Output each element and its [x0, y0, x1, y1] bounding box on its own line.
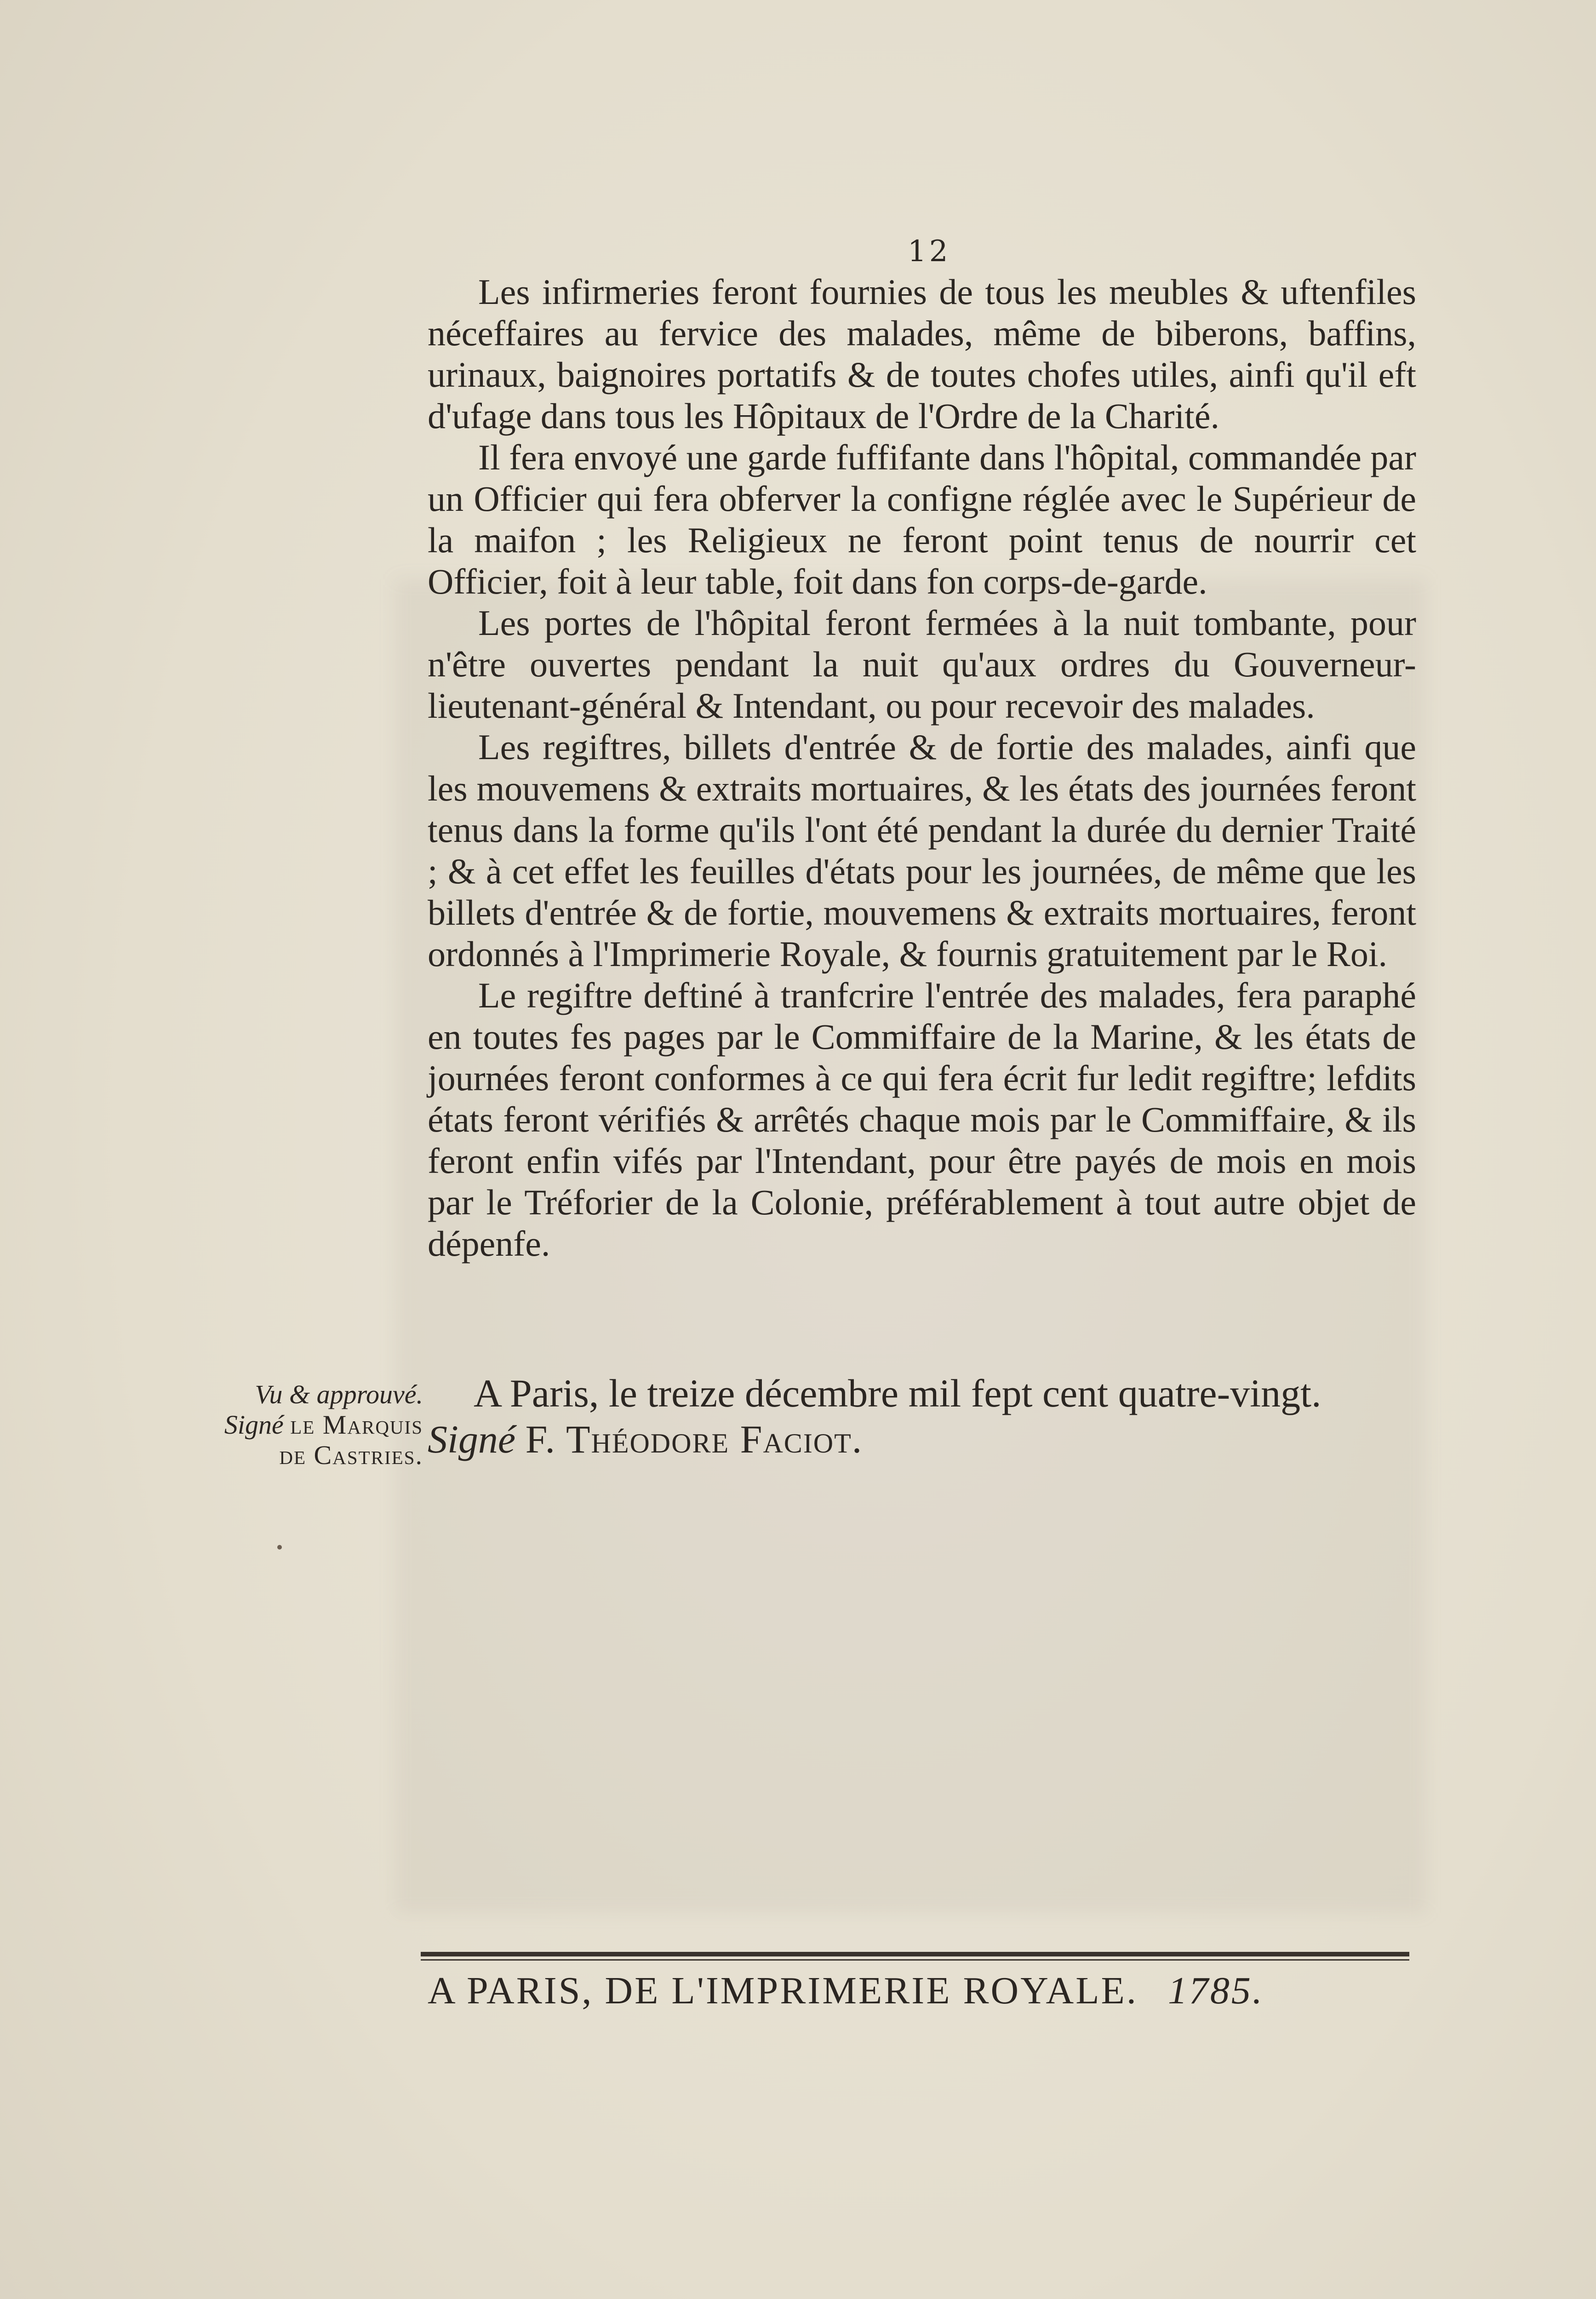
signed-label: Signé	[428, 1417, 516, 1461]
ink-dot	[277, 1545, 282, 1550]
page-number: 12	[908, 234, 951, 269]
paragraph-infirmeries: Les infirmeries feront fournies de tous les meubles & uftenfiles néceffaires au fervice des malades, même de biberons, baffins, urinaux, baignoires portatifs & de toutes chofes utiles, ainfi qu'il eft d'ufage dans tous les Hôpitaux de l'Ordre de la Charité.	[428, 272, 1416, 436]
paragraph-garde: Il fera envoyé une garde fuffifante dans l'hôpital, commandée par un Officier qui fera obferver la configne réglée avec le Supérieur de la maifon ; les Religieux ne feront point tenus de nourrir cet Officier, foit à leur table, foit dans fon corps-de-garde.	[428, 437, 1416, 601]
approval-signed-line	[166, 1410, 423, 1440]
approval-signer-name: de Castries.	[279, 1440, 423, 1470]
approval-signed-label: Signé	[224, 1410, 284, 1440]
signer-name: F. Théodore Faciot.	[525, 1417, 863, 1461]
footer-rule-thin	[421, 1959, 1409, 1961]
imprint-text: A PARIS, DE L'IMPRIMERIE ROYALE.	[428, 1969, 1138, 2012]
imprint-line	[428, 1968, 1421, 2014]
approval-line: Vu & approuvé.	[255, 1379, 423, 1409]
paragraph-portes: Les portes de l'hôpital feront fermées à la nuit tombante, pour n'être ouvertes pendant la nuit qu'aux ordres du Gouverneur-lieutenant-général & Intendant, ou pour recevoir des malades.	[428, 603, 1416, 726]
signature-block	[428, 1370, 1425, 1462]
imprint-year: 1785.	[1167, 1969, 1264, 2012]
approval-signer-title: le Marquis	[290, 1410, 423, 1440]
body-text	[428, 271, 1416, 1264]
footer-rule-thick	[421, 1952, 1409, 1956]
footer-rule	[421, 1952, 1409, 1961]
date-line: A Paris, le treize décembre mil fept cent quatre-vingt.	[474, 1371, 1321, 1415]
paragraph-registre-destine: Le regiftre deftiné à tranfcrire l'entrée des malades, fera paraphé en toutes fes pages par le Commiffaire de la Marine, & les états de journées feront conformes à ce qui fera écrit fur ledit regiftre; lefdits états feront vérifiés & arrêtés chaque mois par le Commiffaire, & ils feront enfin vifés par l'Intendant, pour être payés de mois en mois par le Tréforier de la Colonie, préférablement à tout autre objet de dépenfe.	[428, 975, 1416, 1264]
signature-line	[428, 1416, 1425, 1462]
approval-note	[166, 1379, 423, 1470]
paragraph-registres: Les regiftres, billets d'entrée & de fortie des malades, ainfi que les mouvemens & extraits mortuaires, & les états des journées feront tenus dans la forme qu'ils l'ont été pendant la durée du dernier Traité ; & à cet effet les feuilles d'états pour les journées, de même que les billets d'entrée & de fortie, mouvemens & extraits mortuaires, feront ordonnés à l'Imprimerie Royale, & fournis gratuitement par le Roi.	[428, 727, 1416, 974]
